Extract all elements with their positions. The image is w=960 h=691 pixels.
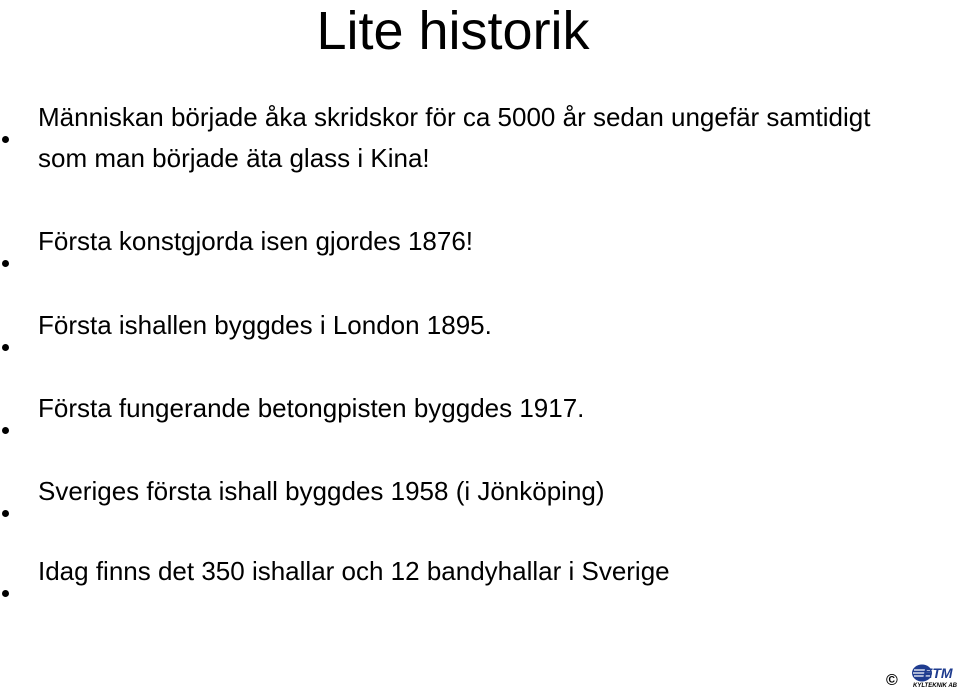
bullet-text: Första ishallen byggdes i London 1895. [38, 310, 492, 340]
bullet-item [0, 221, 920, 262]
svg-text:ETM: ETM [923, 665, 953, 681]
logo-caption: KYLTEKNIK AB [913, 683, 957, 689]
bullet-dot-icon [2, 405, 9, 412]
bullet-item [0, 305, 920, 346]
bullet-text: Första konstgjorda isen gjordes 1876! [38, 226, 474, 256]
bullet-item [0, 551, 920, 592]
bullet-text: Idag finns det 350 ishallar och 12 bandyhallar i Sverige [38, 556, 670, 586]
copyright-symbol: © [886, 672, 898, 689]
bullet-item [0, 471, 920, 512]
bullet-dot-icon [2, 238, 9, 245]
bullet-text: Sveriges första ishall byggdes 1958 (i Jönköping) [38, 476, 605, 506]
etm-logo-icon [909, 663, 959, 683]
bullet-text: Människan började åka skridskor för ca 5000 år sedan ungefär samtidigt som man började äta glass i Kina! [38, 102, 871, 173]
bullet-dot-icon [2, 114, 9, 121]
bullet-item [0, 97, 920, 179]
bullet-item [0, 388, 920, 429]
bullet-dot-icon [2, 568, 9, 575]
slide-title: Lite historik [316, 1, 590, 61]
bullet-text: Första fungerande betongpisten byggdes 1917. [38, 393, 585, 423]
bullet-dot-icon [2, 322, 9, 329]
bullet-dot-icon [2, 488, 9, 495]
company-logo [909, 663, 959, 691]
